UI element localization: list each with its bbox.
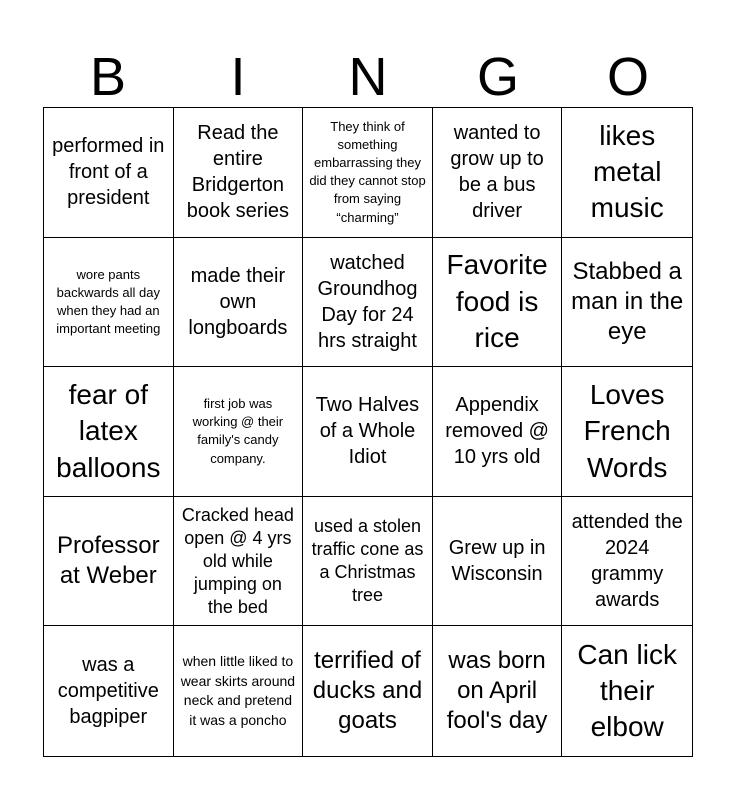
bingo-cell[interactable]: used a stolen traffic cone as a Christmas tree	[303, 497, 433, 627]
header-letter-b: B	[89, 47, 127, 107]
header-letter-o: O	[606, 47, 649, 107]
bingo-cell[interactable]: performed in front of a president	[44, 108, 174, 238]
bingo-cell[interactable]: Appendix removed @ 10 yrs old	[433, 367, 563, 497]
header-letter-i: I	[230, 47, 246, 107]
bingo-cell[interactable]: Professor at Weber	[44, 497, 174, 627]
bingo-cell[interactable]: was a competitive bagpiper	[44, 626, 174, 756]
bingo-cell[interactable]: was born on April fool's day	[433, 626, 563, 756]
bingo-grid	[43, 107, 693, 757]
bingo-cell[interactable]: Favorite food is rice	[433, 238, 563, 368]
bingo-cell[interactable]: likes metal music	[562, 108, 692, 238]
bingo-cell[interactable]: first job was working @ their family's candy company.	[174, 367, 304, 497]
bingo-cell[interactable]: when little liked to wear skirts around neck and pretend it was a poncho	[174, 626, 304, 756]
bingo-cell[interactable]: fear of latex balloons	[44, 367, 174, 497]
header-letter-g: G	[476, 47, 519, 107]
bingo-cell[interactable]: Grew up in Wisconsin	[433, 497, 563, 627]
bingo-cell[interactable]: Cracked head open @ 4 yrs old while jumping on the bed	[174, 497, 304, 627]
bingo-cell[interactable]: Two Halves of a Whole Idiot	[303, 367, 433, 497]
header-letter-n: N	[348, 47, 388, 107]
bingo-cell[interactable]: watched Groundhog Day for 24 hrs straight	[303, 238, 433, 368]
bingo-cell[interactable]: wore pants backwards all day when they had an important meeting	[44, 238, 174, 368]
bingo-cell[interactable]: wanted to grow up to be a bus driver	[433, 108, 563, 238]
bingo-cell[interactable]: Stabbed a man in the eye	[562, 238, 692, 368]
bingo-cell[interactable]: terrified of ducks and goats	[303, 626, 433, 756]
bingo-cell[interactable]: made their own longboards	[174, 238, 304, 368]
bingo-cell[interactable]: Loves French Words	[562, 367, 692, 497]
bingo-cell[interactable]: Can lick their elbow	[577, 638, 677, 743]
bingo-cell[interactable]: They think of something embarrassing they did they cannot stop from saying “charming”	[303, 108, 433, 238]
bingo-cell[interactable]: attended the 2024 grammy awards	[562, 497, 692, 627]
bingo-cell[interactable]: Read the entire Bridgerton book series	[174, 108, 304, 238]
bingo-header	[43, 48, 693, 106]
